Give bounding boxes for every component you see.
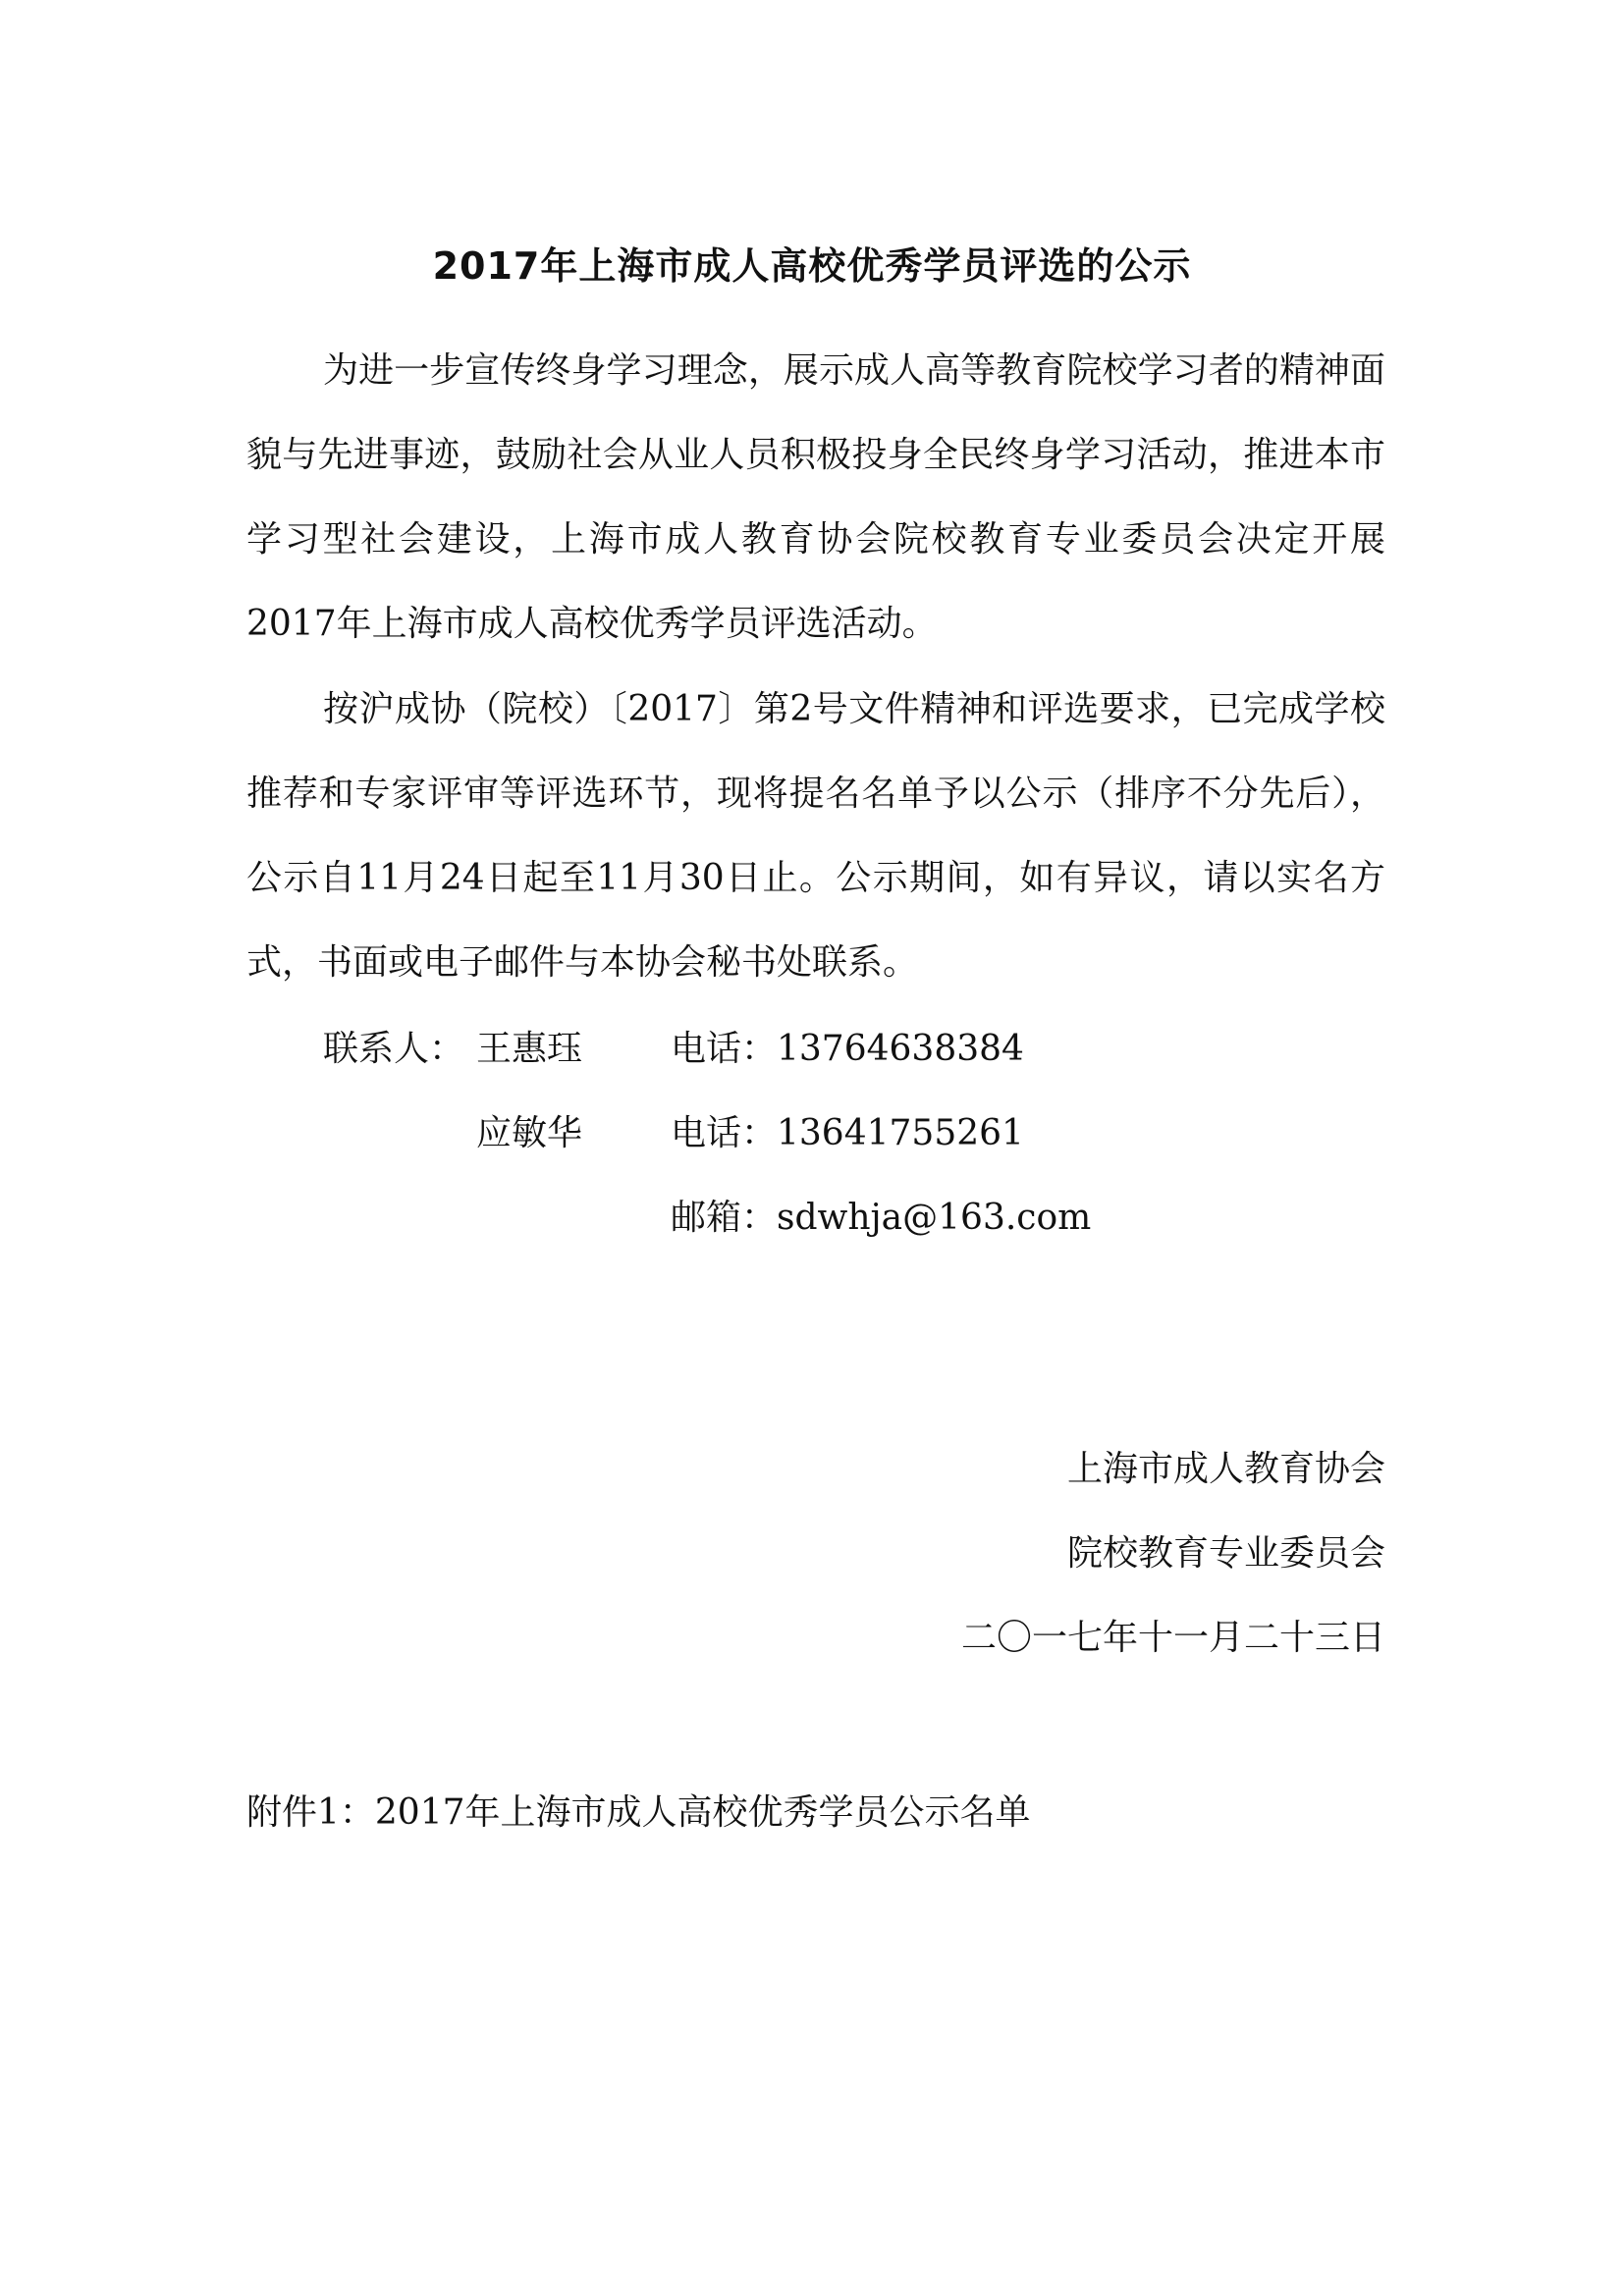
attachment-note: 附件1：2017年上海市成人高校优秀学员公示名单 <box>246 1792 1031 1833</box>
contact-phone-2: 电话：13641755261 <box>671 1113 1024 1153</box>
contact-person-2: 应敏华 <box>476 1113 583 1153</box>
signature-org-line-1: 上海市成人教育协会 <box>1066 1449 1385 1489</box>
document-title: 2017年上海市成人高校优秀学员评选的公示 <box>432 244 1192 288</box>
contact-phone-1: 电话：13764638384 <box>671 1029 1024 1069</box>
signature-org-line-2: 院校教育专业委员会 <box>1066 1533 1385 1574</box>
contact-label: 联系人： <box>323 1029 465 1069</box>
signature-date: 二〇一七年十一月二十三日 <box>960 1618 1385 1658</box>
paragraph-intro: 为进一步宣传终身学习理念，展示成人高等教育院校学习者的精神面貌与先进事迹，鼓励社会从业人员积极投身全民终身学习活动，推进本市学习型社会建设，上海市成人教育协会院校教育专业委员会决定开展2017年上海市成人高校优秀学员评选活动。 <box>246 350 1385 644</box>
paragraph-notice: 按沪成协（院校）〔2017〕第2号文件精神和评选要求，已完成学校推荐和专家评审等评选环节，现将提名名单予以公示（排序不分先后），公示自11月24日起至11月30日止。公示期间，如有异议，请以实名方式，书面或电子邮件与本协会秘书处联系。 <box>246 689 1385 983</box>
contact-email: 邮箱：sdwhja@163.com <box>671 1198 1092 1238</box>
contact-person-1: 王惠珏 <box>476 1029 583 1069</box>
